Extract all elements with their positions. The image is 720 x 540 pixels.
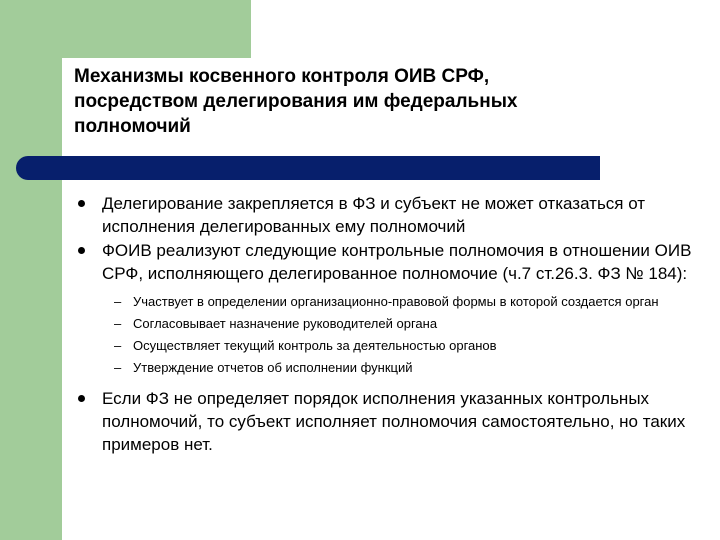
bullet-item — [78, 387, 698, 456]
sub-bullet-list — [114, 293, 698, 377]
sub-bullet-text: Участвует в определении организационно-правовой формы в которой создается орган — [133, 294, 659, 309]
slide-title: Механизмы косвенного контроля ОИВ СРФ, посредством делегирования им федеральных полномочий — [74, 66, 518, 137]
dash-icon: – — [114, 338, 122, 353]
dash-icon: – — [114, 360, 122, 375]
sub-bullet-text: Осуществляет текущий контроль за деятельностью органов — [133, 338, 497, 353]
bullet-item — [78, 192, 698, 238]
title-underline-bar — [16, 156, 600, 180]
dash-icon: – — [114, 316, 122, 331]
bullet-text: Если ФЗ не определяет порядок исполнения указанных контрольных полномочий, то субъект исполняет полномочия самостоятельно, но таких примеров нет. — [102, 389, 686, 454]
green-left-strip — [0, 58, 62, 540]
dash-icon: – — [114, 294, 122, 309]
bullet-dot-icon — [78, 247, 85, 254]
bullet-dot-icon — [78, 200, 85, 207]
bullet-item — [78, 239, 698, 285]
bullet-text: ФОИВ реализуют следующие контрольные полномочия в отношении ОИВ СРФ, исполняющего делегированное полномочие (ч.7 ст.26.3. ФЗ № 184): — [102, 241, 692, 283]
sub-bullet-item — [114, 293, 698, 311]
bullet-dot-icon — [78, 395, 85, 402]
green-corner-block — [0, 0, 251, 58]
sub-bullet-item — [114, 359, 698, 377]
sub-bullet-text: Утверждение отчетов об исполнении функций — [133, 360, 413, 375]
slide-content — [78, 192, 698, 457]
sub-bullet-item — [114, 337, 698, 355]
sub-bullet-text: Согласовывает назначение руководителей органа — [133, 316, 438, 331]
sub-bullet-item — [114, 315, 698, 333]
bullet-text: Делегирование закрепляется в ФЗ и субъект не может отказаться от исполнения делегированных ему полномочий — [102, 194, 646, 236]
